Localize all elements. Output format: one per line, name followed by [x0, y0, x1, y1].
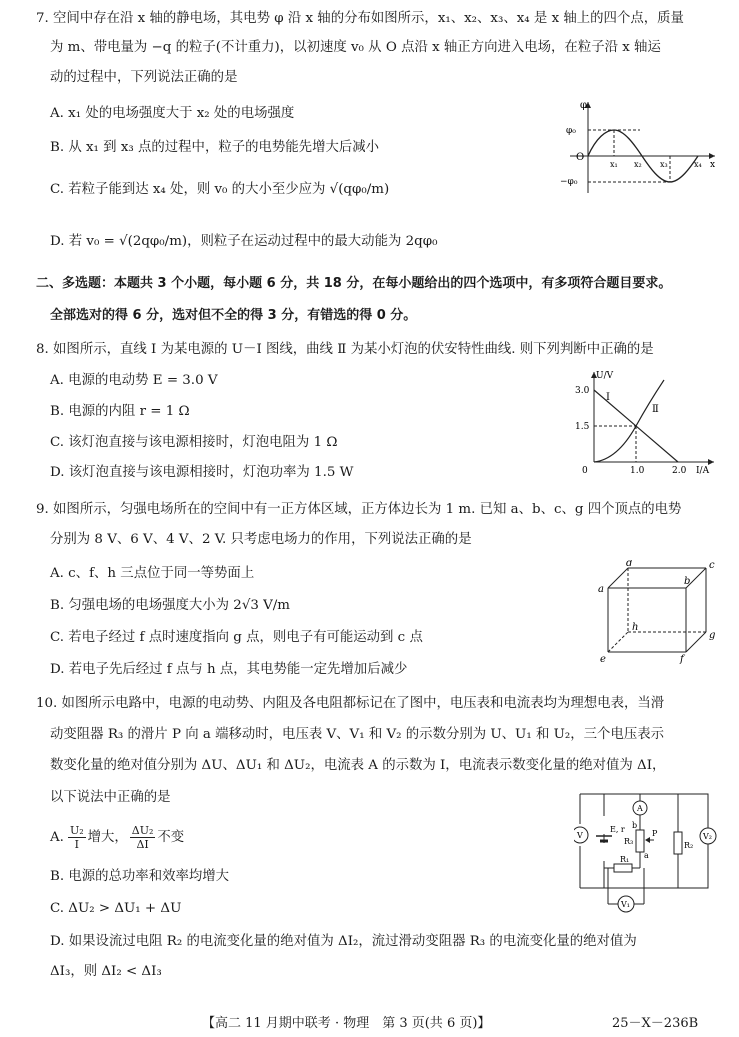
q10-source-label: E, r	[610, 825, 625, 834]
q7-stem-line-2: 为 m、带电量为 −q 的粒子(不计重力)，以初速度 v₀ 从 O 点沿 x 轴正方向进入电场，在粒子沿 x 轴运	[50, 40, 661, 55]
q8-i-axis-label: I/A	[696, 466, 710, 476]
q8-origin-label: 0	[582, 466, 588, 476]
q9-option-c: C. 若电子经过 f 点时速度指向 g 点，则电子有可能运动到 c 点	[50, 630, 423, 645]
q9-option-b: B. 匀强电场的电场强度大小为 2√3 V/m	[50, 598, 291, 613]
q8-ui-graph	[572, 366, 720, 478]
fraction-numerator: ΔU₂	[131, 824, 154, 837]
q10-stem-line-2: 动变阻器 R₃ 的滑片 P 向 a 端移动时，电压表 V、V₁ 和 V₂ 的示数分别为 U、U₁ 和 U₂，三个电压表示	[50, 727, 665, 742]
q10-stem-line-3: 数变化量的绝对值分别为 ΔU、ΔU₁ 和 ΔU₂，电流表 A 的示数为 I，电流表示数变化量的绝对值为 ΔI，	[50, 758, 666, 773]
q10-v-label: V	[577, 831, 583, 840]
fraction-denominator: I	[74, 838, 79, 851]
q8-option-c: C. 该灯泡直接与该电源相接时，灯泡电阻为 1 Ω	[50, 435, 338, 450]
q8-y-tick-1-5: 1.5	[575, 422, 590, 432]
q7-option-c: C. 若粒子能到达 x₄ 处，则 v₀ 的大小至少应为 √(qφ₀/m)	[50, 182, 390, 197]
q9-option-d: D. 若电子先后经过 f 点与 h 点，其电势能一定先增加后减少	[50, 662, 408, 677]
page-footer-title: 【高二 11 月期中联考 · 物理 第 3 页(共 6 页)】	[202, 1016, 491, 1031]
resistor-r2	[674, 832, 682, 854]
q7-stem-line-3: 动的过程中，下列说法正确的是	[50, 70, 238, 85]
q7-option-d: D. 若 v₀ = √(2qφ₀/m)，则粒子在运动过程中的最大动能为 2qφ₀	[50, 234, 438, 249]
rheostat-r3	[636, 830, 644, 852]
q8-line-i-label: Ⅰ	[606, 392, 610, 403]
q8-stem-line-1: 8. 如图所示，直线 Ⅰ 为某电源的 U－I 图线，曲线 Ⅱ 为某小灯泡的伏安特性曲线. 则下列判断中正确的是	[36, 342, 654, 357]
q9-vertex-c: c	[709, 560, 715, 571]
q10-b-label: b	[632, 821, 638, 830]
q9-cube-diagram	[594, 560, 718, 664]
q9-vertex-e: e	[600, 654, 606, 664]
q10-option-a-mid: 增大，	[87, 829, 128, 845]
q10-option-d-line-1: D. 如果设流过电阻 R₂ 的电流变化量的绝对值为 ΔI₂，流过滑动变阻器 R₃ 的电流变化量的绝对值为	[50, 934, 637, 949]
q7-x2-label: x₂	[634, 160, 642, 169]
q10-v1-label: V₁	[621, 900, 630, 909]
q10-option-a	[50, 824, 184, 851]
q10-v2-label: V₂	[703, 832, 712, 841]
q7-x4-label: x₄	[694, 160, 702, 169]
q7-neg-phi0-label: −φ₀	[560, 177, 578, 187]
q10-stem-line-4: 以下说法中正确的是	[50, 790, 171, 805]
q7-potential-graph	[560, 98, 720, 198]
q10-p-label: P	[652, 829, 658, 838]
q7-x3-label: x₃	[660, 160, 668, 169]
q8-option-a: A. 电源的电动势 E = 3.0 V	[50, 373, 218, 388]
q9-vertex-h: h	[632, 622, 639, 633]
q8-u-axis-label: U/V	[596, 371, 614, 381]
q8-x-tick-2: 2.0	[672, 466, 687, 476]
q7-stem-line-1: 7. 空间中存在沿 x 轴的静电场，其电势 φ 沿 x 轴的分布如图所示，x₁、x₂、x₃、x₄ 是 x 轴上的四个点，质量	[36, 11, 684, 26]
q10-option-a-letter: A.	[50, 829, 64, 845]
q10-stem-line-1: 10. 如图所示电路中，电源的电动势、内阻及各电阻都标记在了图中，电压表和电流表均为理想电表，当滑	[36, 696, 665, 711]
page-footer-code: 25－X－236B	[612, 1016, 699, 1031]
section2-scoring: 全部选对的得 6 分，选对但不全的得 3 分，有错选的得 0 分。	[50, 308, 417, 323]
q9-vertex-g: g	[709, 630, 716, 641]
q10-fraction-du2-over-di	[130, 824, 156, 851]
q9-vertex-f: f	[680, 654, 684, 664]
q7-x-axis-label: x	[710, 160, 716, 170]
resistor-r1	[614, 864, 632, 872]
fraction-denominator: ΔI	[136, 838, 149, 851]
q10-r2-label: R₂	[684, 841, 694, 850]
q10-a-end-label: a	[644, 851, 649, 860]
q8-y-tick-3: 3.0	[575, 386, 590, 396]
q8-x-tick-1: 1.0	[630, 466, 645, 476]
q9-option-a: A. c、f、h 三点位于同一等势面上	[50, 566, 255, 581]
q10-circuit-diagram	[574, 786, 720, 916]
q10-option-d-line-2: ΔI₃，则 ΔI₂ < ΔI₃	[50, 964, 162, 979]
q9-stem-line-1: 9. 如图所示，匀强电场所在的空间中有一正方体区域，正方体边长为 1 m. 已知 a、b、c、g 四个顶点的电势	[36, 502, 682, 517]
q8-option-b: B. 电源的内阻 r = 1 Ω	[50, 404, 190, 419]
bulb-curve-ii	[594, 380, 664, 462]
q10-r3-label: R₃	[624, 837, 634, 846]
q7-option-b: B. 从 x₁ 到 x₃ 点的过程中，粒子的电势能先增大后减小	[50, 140, 380, 155]
q7-phi0-label: φ₀	[566, 126, 576, 136]
q9-stem-line-2: 分别为 8 V、6 V、4 V、2 V. 只考虑电场力的作用，下列说法正确的是	[50, 532, 472, 547]
q10-a-label: A	[637, 804, 643, 813]
q7-phi-label: φ	[580, 100, 588, 111]
q10-fraction-u2-over-i	[68, 824, 86, 851]
q7-origin-label: O	[576, 152, 585, 163]
q9-vertex-b: b	[684, 576, 691, 587]
section2-heading: 二、多选题：本题共 3 个小题，每小题 6 分，共 18 分，在每小题给出的四个选项中，有多项符合题目要求。	[36, 276, 672, 291]
q10-option-a-end: 不变	[157, 829, 185, 845]
q9-vertex-d: d	[626, 560, 633, 569]
q9-vertex-a: a	[598, 584, 604, 595]
q7-x1-label: x₁	[610, 160, 618, 169]
q10-r1-label: R₁	[620, 855, 630, 864]
q8-option-d: D. 该灯泡直接与该电源相接时，灯泡功率为 1.5 W	[50, 465, 354, 480]
q10-option-b: B. 电源的总功率和效率均增大	[50, 869, 230, 884]
q10-option-c: C. ΔU₂ > ΔU₁ + ΔU	[50, 901, 182, 916]
q7-option-a: A. x₁ 处的电场强度大于 x₂ 处的电场强度	[50, 106, 295, 121]
q8-curve-ii-label: Ⅱ	[652, 404, 659, 415]
fraction-numerator: U₂	[69, 824, 84, 837]
